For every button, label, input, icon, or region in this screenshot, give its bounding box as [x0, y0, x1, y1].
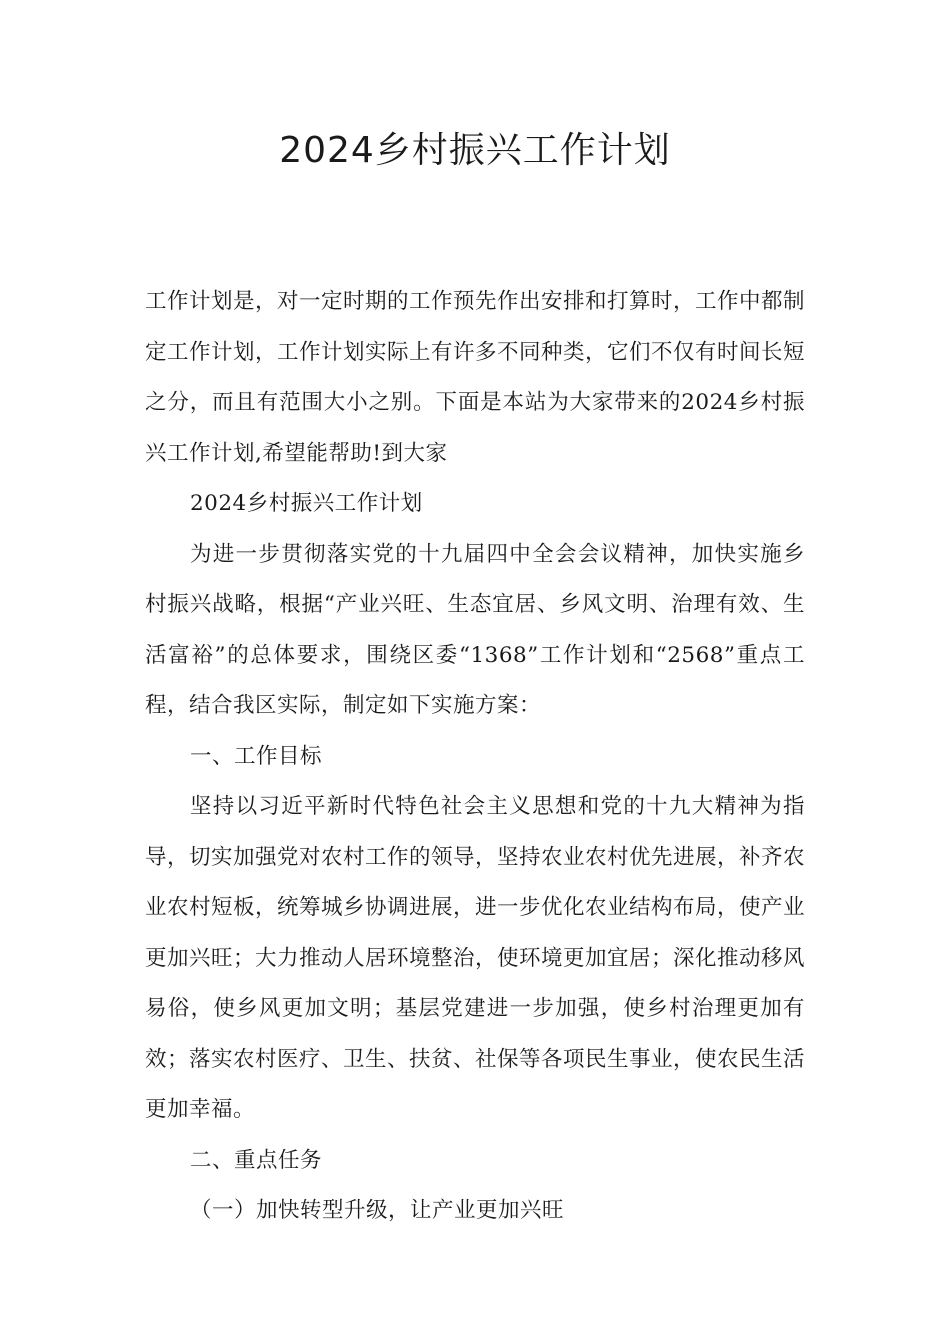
subsection-heading-1: （一）加快转型升级，让产业更加兴旺: [190, 1198, 565, 1223]
intro-paragraph: 工作计划是，对一定时期的工作预先作出安排和打算时，工作中都制定工作计划，工作计划实际上有许多不同种类，它们不仅有时间长短之分，而且有范围大小之别。下面是本站为大家带来的2024乡村振兴工作计划,希望能帮助!到大家: [145, 289, 806, 466]
section-heading-goals: 一、工作目标: [190, 743, 323, 769]
document-title: 2024乡村振兴工作计划: [279, 130, 671, 171]
subtitle-paragraph: 2024乡村振兴工作计划: [190, 491, 423, 516]
document-body: [145, 277, 805, 1237]
goals-paragraph: 坚持以习近平新时代特色社会主义思想和党的十九大精神为指导，切实加强党对农村工作的领导，坚持农业农村优先进展，补齐农业农村短板，统筹城乡协调进展，进一步优化农业结构布局，使产业更加兴旺；大力推动人居环境整治，使环境更加宜居；深化推动移风易俗，使乡风更加文明；基层党建进一步加强，使乡村治理更加有效；落实农村医疗、卫生、扶贫、社保等各项民生事业，使农民生活更加幸福。: [145, 794, 806, 1122]
preamble-paragraph: 为进一步贯彻落实党的十九届四中全会会议精神，加快实施乡村振兴战略，根据“产业兴旺、生态宜居、乡风文明、治理有效、生活富裕”的总体要求，围绕区委“1368”工作计划和“2568”重点工程，结合我区实际，制定如下实施方案：: [145, 541, 805, 718]
section-heading-tasks: 二、重点任务: [190, 1147, 323, 1173]
